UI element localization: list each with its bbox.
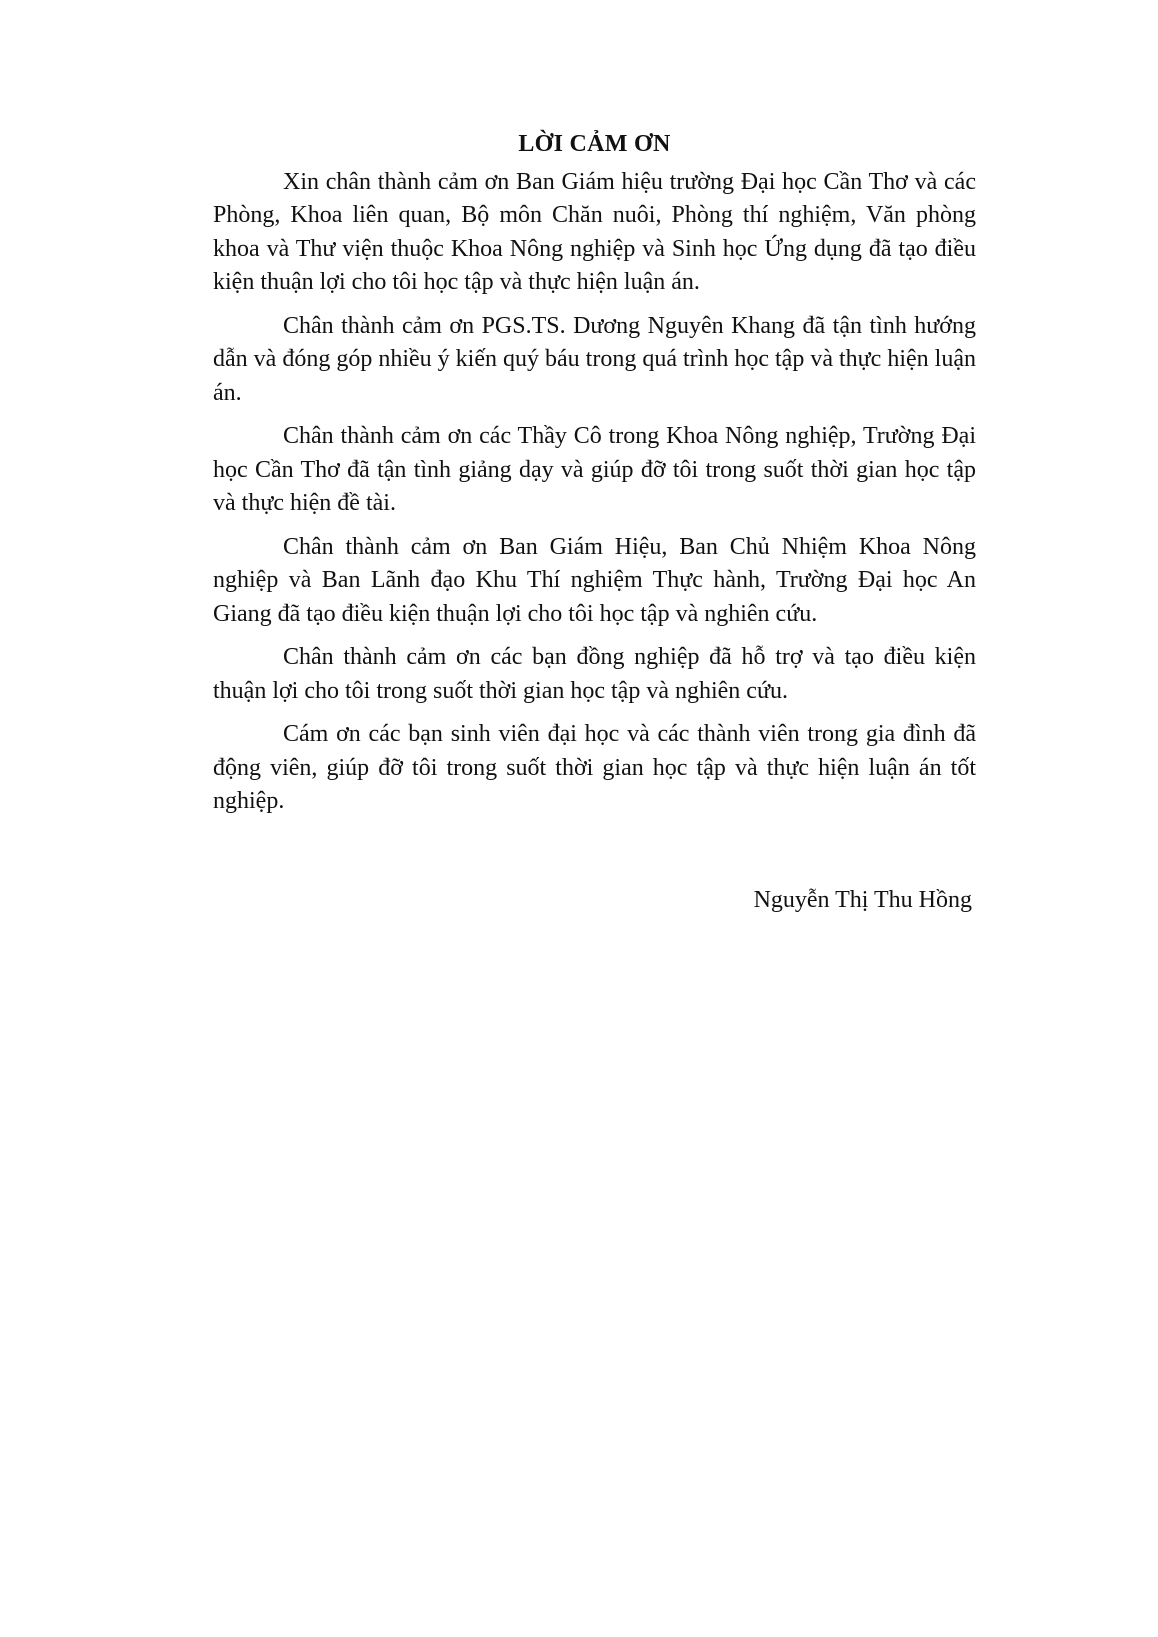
paragraph-university-thanks: Xin chân thành cảm ơn Ban Giám hiệu trường Đại học Cần Thơ và các Phòng, Khoa liên quan, Bộ môn Chăn nuôi, Phòng thí nghiệm, Văn phòng khoa và Thư viện thuộc Khoa Nông nghiệp và Sinh học Ứng dụng đã tạo điều kiện thuận lợi cho tôi học tập và thực hiện luận án.: [213, 168, 976, 295]
paragraph-family-thanks: Cám ơn các bạn sinh viên đại học và các thành viên trong gia đình đã động viên, giúp đỡ tôi trong suốt thời gian học tập và thực hiện luận án tốt nghiệp.: [213, 721, 976, 814]
author-signature: Nguyễn Thị Thu Hồng: [753, 887, 972, 913]
paragraph-an-giang-thanks: Chân thành cảm ơn Ban Giám Hiệu, Ban Chủ Nhiệm Khoa Nông nghiệp và Ban Lãnh đạo Khu Thí nghiệm Thực hành, Trường Đại học An Giang đã tạo điều kiện thuận lợi cho tôi học tập và nghiên cứu.: [213, 533, 976, 627]
paragraph-colleagues-thanks: Chân thành cảm ơn các bạn đồng nghiệp đã hỗ trợ và tạo điều kiện thuận lợi cho tôi trong suốt thời gian học tập và nghiên cứu.: [213, 644, 976, 704]
document-body: [213, 128, 976, 829]
paragraph-supervisor-thanks: Chân thành cảm ơn PGS.TS. Dương Nguyên Khang đã tận tình hướng dẫn và đóng góp nhiều ý kiến quý báu trong quá trình học tập và thực hiện luận án.: [213, 312, 976, 406]
paragraph-faculty-thanks: Chân thành cảm ơn các Thầy Cô trong Khoa Nông nghiệp, Trường Đại học Cần Thơ đã tận tình giảng dạy và giúp đỡ tôi trong suốt thời gian học tập và thực hiện đề tài.: [213, 423, 976, 516]
page-title: LỜI CẢM ƠN: [518, 131, 671, 157]
